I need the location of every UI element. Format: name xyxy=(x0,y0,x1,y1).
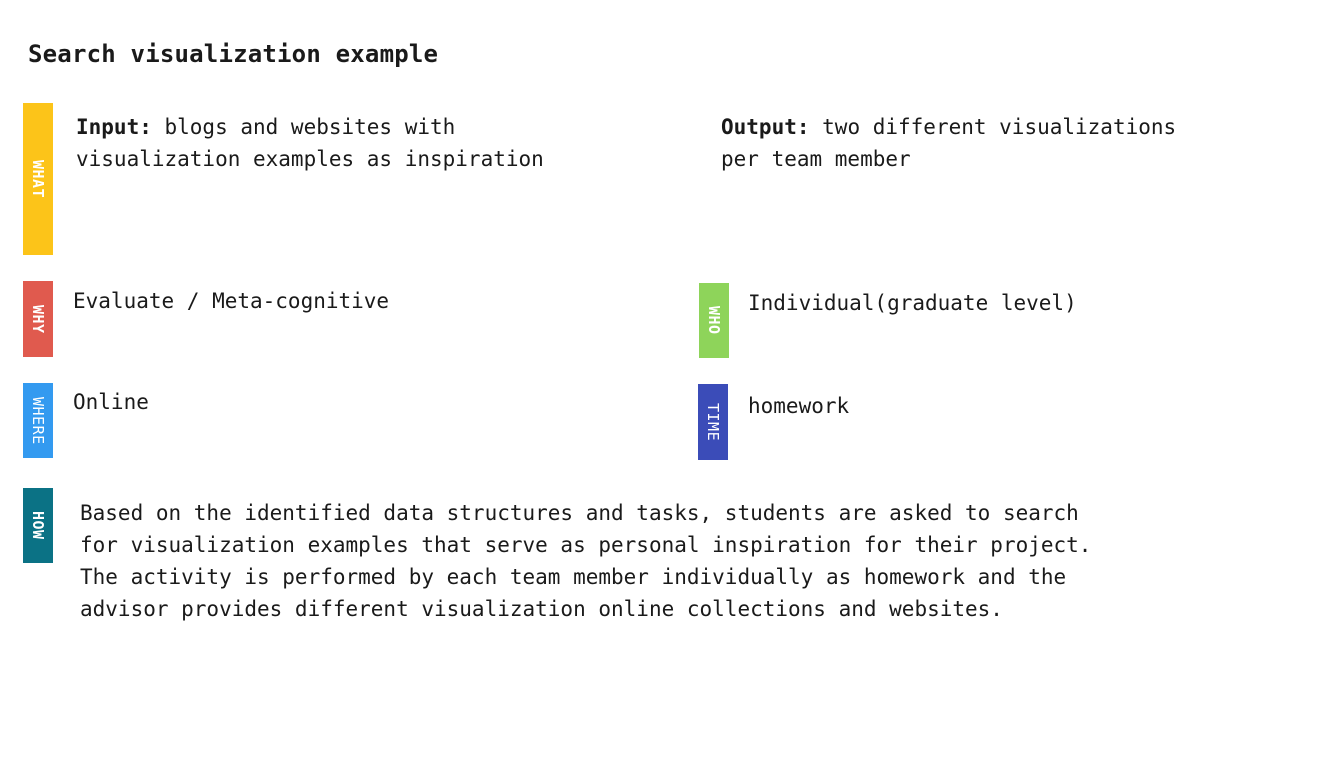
where-tag xyxy=(23,383,53,458)
how-line: Based on the identified data structures and tasks, students are asked to search xyxy=(80,501,1079,525)
how-description xyxy=(80,497,1091,625)
where-text: Online xyxy=(73,390,149,414)
what-tag xyxy=(23,103,53,255)
output-text-line2: per team member xyxy=(721,147,911,171)
how-tag xyxy=(23,488,53,563)
input-text-line2: visualization examples as inspiration xyxy=(76,147,544,171)
output-block xyxy=(721,111,1176,175)
how-line: advisor provides different visualization online collections and websites. xyxy=(80,597,1003,621)
how-line: The activity is performed by each team member individually as homework and the xyxy=(80,565,1067,589)
time-tag-label: TIME xyxy=(704,402,722,442)
who-text: Individual(graduate level) xyxy=(748,291,1077,315)
time-tag xyxy=(698,384,728,460)
time-text: homework xyxy=(748,394,850,418)
what-tag-label: WHAT xyxy=(29,159,47,199)
why-tag-label: WHY xyxy=(29,304,47,334)
how-line: for visualization examples that serve as personal inspiration for their project. xyxy=(80,533,1092,557)
input-label: Input: xyxy=(76,115,152,139)
who-tag-label: WHO xyxy=(705,306,723,335)
how-tag-label: HOW xyxy=(29,511,47,540)
output-label: Output: xyxy=(721,115,810,139)
output-text-line1: two different visualizations xyxy=(809,115,1177,139)
why-tag xyxy=(23,281,53,357)
input-text-line1: blogs and websites with xyxy=(151,115,456,139)
why-text: Evaluate / Meta-cognitive xyxy=(73,289,390,313)
page-title: Search visualization example xyxy=(28,40,439,68)
input-block xyxy=(76,111,544,175)
who-tag xyxy=(699,283,729,358)
where-tag-label: WHERE xyxy=(29,396,47,445)
